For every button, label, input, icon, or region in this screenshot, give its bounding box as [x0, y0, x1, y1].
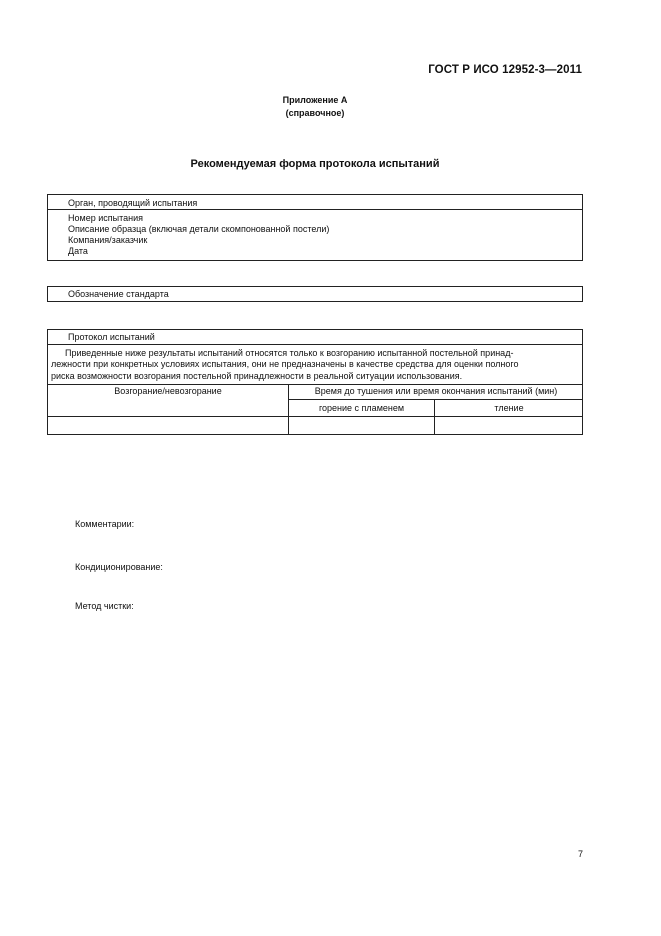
appendix-subtitle: (справочное): [285, 108, 345, 118]
page-number: 7: [578, 849, 584, 859]
ignition-column-header: Возгорание/невозгорание: [114, 386, 222, 396]
date-label: Дата: [68, 246, 88, 256]
standard-designation-label: Обозначение стандарта: [68, 289, 169, 299]
paragraph-line: риска возможности возгорания постельной принадлежности в реальной ситуации использования.: [51, 370, 463, 381]
divider: [288, 399, 582, 400]
comments-label: Комментарии:: [75, 519, 135, 529]
flaming-subheader: горение с пламенем: [318, 403, 405, 413]
conditioning-label: Кондиционирование:: [75, 562, 163, 572]
standard-code-header: ГОСТ Р ИСО 12952-3—2011: [428, 64, 582, 76]
sample-description-label: Описание образца (включая детали скомпонованной постели): [68, 224, 330, 234]
form-title: Рекомендуемая форма протокола испытаний: [190, 158, 440, 170]
cleaning-method-label: Метод чистки:: [75, 601, 134, 611]
time-column-header: Время до тушения или время окончания испытаний (мин): [314, 386, 558, 396]
divider: [48, 344, 582, 345]
ignition-result-cell[interactable]: [48, 417, 288, 435]
test-report-heading: Протокол испытаний: [68, 332, 155, 342]
smoldering-subheader: тление: [494, 403, 524, 413]
test-report-table: [47, 329, 583, 435]
paragraph-line: Приведенные ниже результаты испытаний относятся только к возгоранию испытанной постельной принад-: [65, 348, 514, 358]
divider: [48, 209, 582, 210]
smoldering-time-cell[interactable]: [435, 417, 583, 435]
testing-organization-label: Орган, проводящий испытания: [68, 198, 198, 208]
appendix-title: Приложение А: [282, 95, 348, 105]
divider: [48, 384, 582, 385]
disclaimer-paragraph: [51, 348, 581, 382]
company-customer-label: Компания/заказчик: [68, 235, 148, 245]
test-info-box: [47, 194, 583, 261]
flaming-time-cell[interactable]: [289, 417, 434, 435]
standard-designation-box: [47, 286, 583, 302]
paragraph-line: лежности при конкретных условиях испытания, они не предназначены в качестве средства для оценки полного: [51, 359, 519, 370]
test-number-label: Номер испытания: [68, 213, 143, 223]
